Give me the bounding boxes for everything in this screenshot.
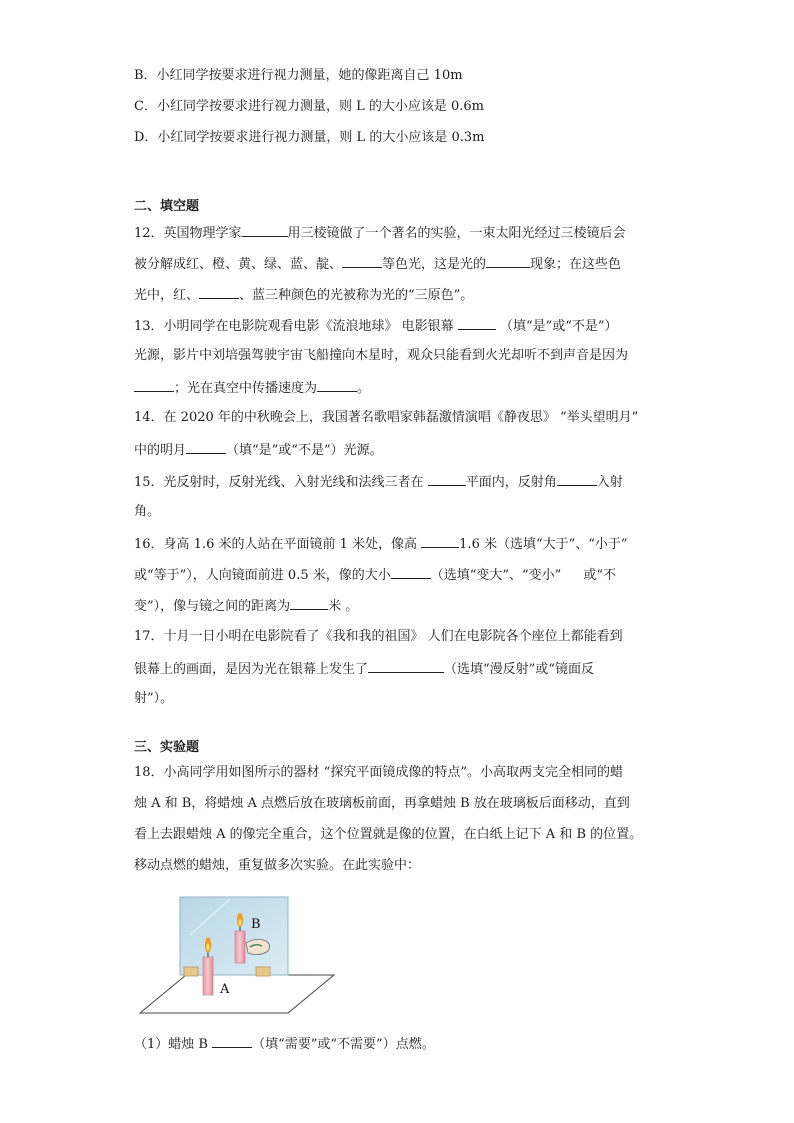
q16-text-c: 或“等于”），人向镜面前进 0.5 米，像的大小 [134, 568, 391, 583]
support-block-left [184, 967, 198, 976]
support-block-right [256, 967, 270, 976]
question-18-line-2: 烛 A 和 B，将蜡烛 A 点燃后放在玻璃板前面，再拿蜡烛 B 放在玻璃板后面移动，直到 [134, 796, 630, 811]
glass-plate [180, 897, 288, 975]
q15-text-c: 入射 [596, 475, 623, 490]
question-13-line-2: 光源，影片中刘培强驾驶宇宙飞船撞向木星时，观众只能看到火光却听不到声音是因为 [134, 348, 629, 363]
label-a: A [220, 982, 230, 997]
q13-blank-2[interactable] [134, 379, 174, 392]
q13-blank-3[interactable] [317, 379, 357, 392]
q15-text-a: 15．光反射时，反射光线、入射光线和法线三者在 [134, 475, 424, 490]
question-17-line-2 [134, 660, 594, 678]
q12-text-f: 光中，红、 [134, 288, 200, 303]
question-12-line-3 [134, 286, 473, 304]
question-12-line-2 [134, 255, 621, 273]
section-title-experiment: 三、实验题 [134, 740, 200, 755]
q13-text-a: 13．小明同学在电影院观看电影《流浪地球》 电影银幕 [134, 319, 454, 334]
q16-blank-3[interactable] [290, 597, 328, 610]
option-b: B．小红同学按要求进行视力测量，她的像距离自己 10m [134, 68, 463, 83]
q12-text-b: 用三棱镜做了一个著名的实验，一束太阳光经过三棱镜后会 [287, 226, 626, 241]
question-12-line-1 [134, 224, 626, 242]
mirror-candle-illustration [138, 893, 338, 1018]
q12-blank-4[interactable] [199, 286, 239, 299]
q16-text-a: 16．身高 1.6 米的人站在平面镜前 1 米处，像高 [134, 537, 418, 552]
q15-text-b: 平面内，反射角 [465, 475, 557, 490]
question-13-line-3 [134, 379, 370, 397]
q13-blank-1[interactable] [458, 317, 496, 330]
q16-text-b: 1.6 米（选填“大于”、“小于” [459, 537, 628, 552]
candle-a [203, 957, 213, 995]
question-18-line-3: 看上去跟蜡烛 A 的像完全重合，这个位置就是像的位置，在白纸上记下 A 和 B 的位置。 [134, 827, 643, 842]
q12-text-d: 等色光，这是光的 [382, 257, 487, 272]
q12-text-g: 、蓝三种颜色的光被称为光的“三原色”。 [239, 288, 474, 303]
candle-b [235, 931, 245, 963]
q12-text-e: 现象；在这些色 [530, 257, 622, 272]
q12-text-a: 12．英国物理学家 [134, 226, 242, 241]
question-13-line-1 [134, 317, 618, 335]
q13-text-b: （填“是”或“不是”） [499, 319, 618, 334]
option-c: C．小红同学按要求进行视力测量，则 L 的大小应该是 0.6m [134, 99, 484, 114]
q14-text-c: （填“是”或“不是”）光源。 [226, 443, 383, 458]
q18-sub1-blank[interactable] [212, 1035, 252, 1048]
question-15-line-1 [134, 473, 623, 491]
q12-text-c: 被分解成红、橙、黄、绿、蓝、靛、 [134, 257, 343, 272]
q17-blank-1[interactable] [368, 660, 444, 673]
question-15-line-2: 角。 [134, 504, 161, 519]
section-title-fill-blank: 二、填空题 [134, 199, 200, 214]
q16-text-f: 变”），像与镜之间的距离为 [134, 599, 291, 614]
question-14-line-1: 14．在 2020 年的中秋晚会上，我国著名歌唱家韩磊激情演唱《静夜思》 “举头望明月” [134, 410, 639, 425]
q14-blank-1[interactable] [186, 441, 226, 454]
q12-blank-2[interactable] [342, 255, 382, 268]
q12-blank-3[interactable] [486, 255, 530, 268]
q17-text-c: （选填“漫反射”或“镜面反 [444, 662, 594, 677]
q15-blank-1[interactable] [428, 473, 466, 486]
question-18-sub-1 [134, 1035, 435, 1053]
question-18-line-1: 18．小高同学用如图所示的器材 “探究平面镜成像的特点”。小高取两支完全相同的蜡 [134, 765, 623, 780]
q18-sub1-text-b: （填“需要”或“不需要”）点燃。 [252, 1037, 435, 1052]
q18-sub1-text-a: （1）蜡烛 B [134, 1037, 208, 1052]
question-17-line-1: 17．十月一日小明在电影院看了《我和我的祖国》 人们在电影院各个座位上都能看到 [134, 629, 623, 644]
question-14-line-2 [134, 441, 383, 459]
question-16-line-2 [134, 566, 616, 584]
q16-text-e: 或“不 [583, 568, 616, 583]
q13-text-d: ；光在真空中传播速度为 [174, 381, 318, 396]
q12-blank-1[interactable] [242, 224, 288, 237]
q13-text-e: 。 [357, 381, 371, 396]
q17-text-b: 银幕上的画面，是因为光在银幕上发生了 [134, 662, 369, 677]
white-paper [140, 975, 334, 1013]
q16-blank-1[interactable] [421, 535, 459, 548]
question-18-line-4: 移动点燃的蜡烛，重复做多次实验。在此实验中： [134, 858, 421, 873]
q14-text-b: 中的明月 [134, 443, 187, 458]
question-16-line-3 [134, 597, 358, 615]
label-b: B [251, 917, 261, 932]
experiment-figure [138, 893, 338, 1018]
question-16-line-1 [134, 535, 628, 553]
hand-icon [246, 939, 270, 954]
question-17-line-3: 射”）。 [134, 691, 174, 706]
q15-blank-2[interactable] [557, 473, 597, 486]
q16-text-g: 米 。 [328, 599, 359, 614]
q16-blank-2[interactable] [391, 566, 431, 579]
option-d: D．小红同学按要求进行视力测量，则 L 的大小应该是 0.3m [134, 130, 485, 145]
q16-text-d: （选填“变大”、“变小” [430, 568, 562, 583]
